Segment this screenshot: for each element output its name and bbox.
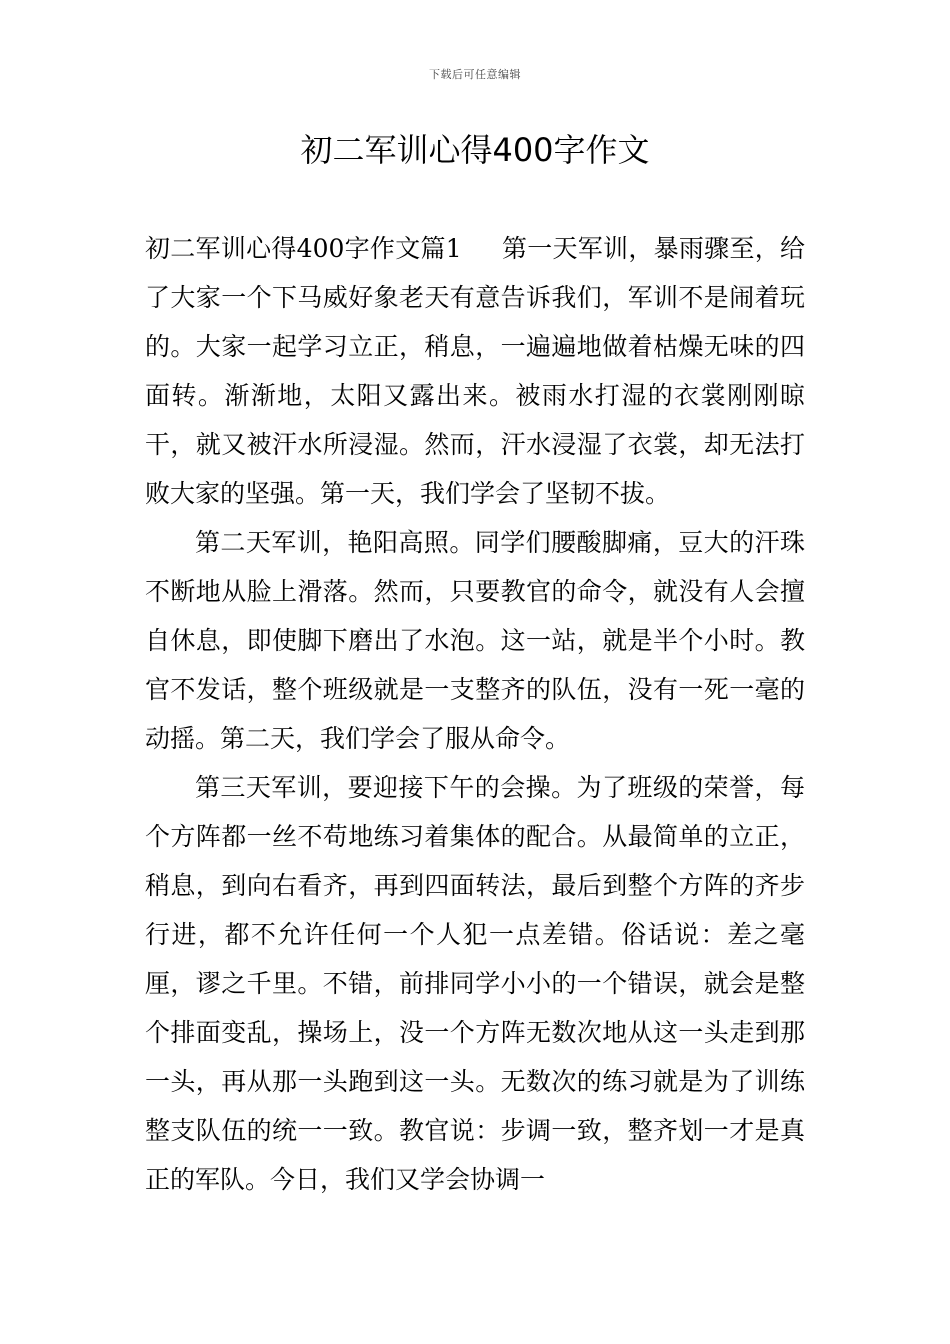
paragraph-1	[145, 224, 805, 518]
paragraph-3: 第三天军训，要迎接下午的会操。为了班级的荣誉，每个方阵都一丝不苟地练习着集体的配合。从最简单的立正，稍息，到向右看齐，再到四面转法，最后到整个方阵的齐步行进，都不允许任何一个人犯一点差错。俗话说：差之毫厘，谬之千里。不错，前排同学小小的一个错误，就会是整个排面变乱，操场上，没一个方阵无数次地从这一头走到那一头，再从那一头跑到这一头。无数次的练习就是为了训练整支队伍的统一一致。教官说：步调一致，整齐划一才是真正的军队。今日，我们又学会协调一	[145, 773, 805, 1194]
paragraph-1-text: 第一天军训，暴雨骤至，给了大家一个下马威好象老天有意告诉我们，军训不是闹着玩的。大家一起学习立正，稍息，一遍遍地做着枯燥无味的四面转。渐渐地，太阳又露出来。被雨水打湿的衣裳刚刚晾干，就又被汗水所浸湿。然而，汗水浸湿了衣裳，却无法打败大家的坚强。第一天，我们学会了坚韧不拔。	[145, 234, 805, 508]
header-note: 下载后可任意编辑	[429, 68, 521, 81]
document-title: 初二军训心得400字作文	[300, 131, 650, 169]
article-heading: 初二军训心得400字作文篇1	[145, 234, 462, 263]
paragraph-2: 第二天军训，艳阳高照。同学们腰酸脚痛，豆大的汗珠不断地从脸上滑落。然而，只要教官的命令，就没有人会擅自休息，即使脚下磨出了水泡。这一站，就是半个小时。教官不发话，整个班级就是一支整齐的队伍，没有一死一毫的动摇。第二天，我们学会了服从命令。	[145, 528, 805, 753]
document-body	[145, 224, 805, 1204]
